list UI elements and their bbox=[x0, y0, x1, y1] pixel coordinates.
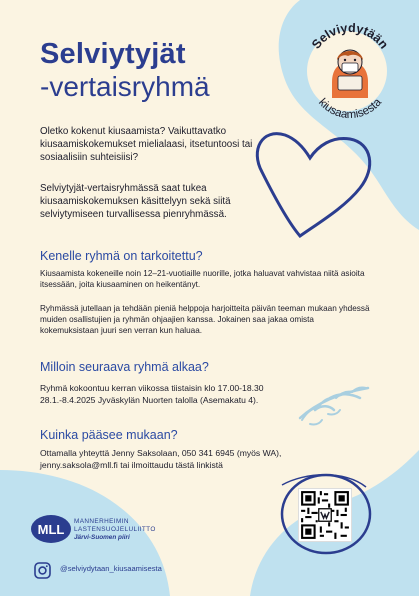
who-paragraph-2: Ryhmässä jutellaan ja tehdään pieniä helppoja harjoitteita päivän teeman mukaan yhdessä muiden osallistujien ja ryhmän ohjaajien kanssa. Jokainen saa jakaa omista kokemuksistaan juuri sen verran kun haluaa. bbox=[40, 304, 370, 335]
instagram-handle[interactable]: @selviydytaan_kiusaamisesta bbox=[60, 564, 162, 573]
qr-code[interactable] bbox=[298, 488, 352, 542]
how-line-1: Ottamalla yhteyttä Jenny Saksolaan, 050 341 6945 (myös WA), bbox=[40, 448, 282, 458]
logo-org-name bbox=[74, 518, 156, 534]
intro-paragraph-1: Oletko kokenut kiusaamista? Vaikuttavatko kiusaamiskokemukset mielialaasi, itsetuntoosi tai sosiaalisiin suhteisiisi? bbox=[40, 126, 253, 163]
how-line-2[interactable]: jenny.saksola@mll.fi tai ilmoittaudu tästä linkistä bbox=[40, 460, 223, 470]
badge-bottom-text: kiusaamisesta bbox=[316, 96, 384, 122]
intro-paragraph-2: Selviytyjät-vertaisryhmässä saat tukea kiusaamiskokemuksen käsittelyyn sekä siitä selviytymiseen turvallisessa pienryhmässä. bbox=[40, 183, 231, 220]
when-heading: Milloin seuraava ryhmä alkaa? bbox=[40, 360, 209, 374]
instagram-icon[interactable] bbox=[34, 562, 51, 579]
who-heading: Kenelle ryhmä on tarkoitettu? bbox=[40, 249, 203, 263]
when-line-2: 28.1.-8.4.2025 Jyväskylän Nuorten talolla (Asemakatu 4). bbox=[40, 395, 259, 405]
character-illustration bbox=[332, 50, 368, 98]
svg-text:kiusaamisesta bbox=[316, 96, 384, 121]
selviydytaan-badge bbox=[298, 18, 402, 128]
page-title: Selviytyjät bbox=[40, 38, 186, 70]
when-paragraph bbox=[40, 382, 370, 406]
how-paragraph bbox=[40, 447, 370, 471]
when-line-1: Ryhmä kokoontuu kerran viikossa tiistaisin klo 17.00-18.30 bbox=[40, 383, 264, 393]
who-paragraph-1: Kiusaamista kokeneille noin 12–21-vuotiaille nuorille, jotka haluavat vahvistaa niitä asioita itsessään, joita kiusaaminen on heikentänyt. bbox=[40, 269, 365, 289]
how-heading: Kuinka pääsee mukaan? bbox=[40, 428, 178, 442]
badge-top-text: Selviydytään bbox=[309, 20, 391, 52]
page-subtitle: -vertaisryhmä bbox=[40, 71, 210, 102]
mll-logo-mark bbox=[30, 514, 72, 544]
svg-text:Selviydytään bbox=[309, 21, 391, 52]
logo-district: Järvi-Suomen piiri bbox=[74, 534, 130, 541]
logo-org-line-1: MANNERHEIMIN bbox=[74, 518, 129, 525]
logo-org-line-2: LASTENSUOJELULIITTO bbox=[74, 526, 156, 533]
logo-mark-text: MLL bbox=[37, 522, 65, 537]
